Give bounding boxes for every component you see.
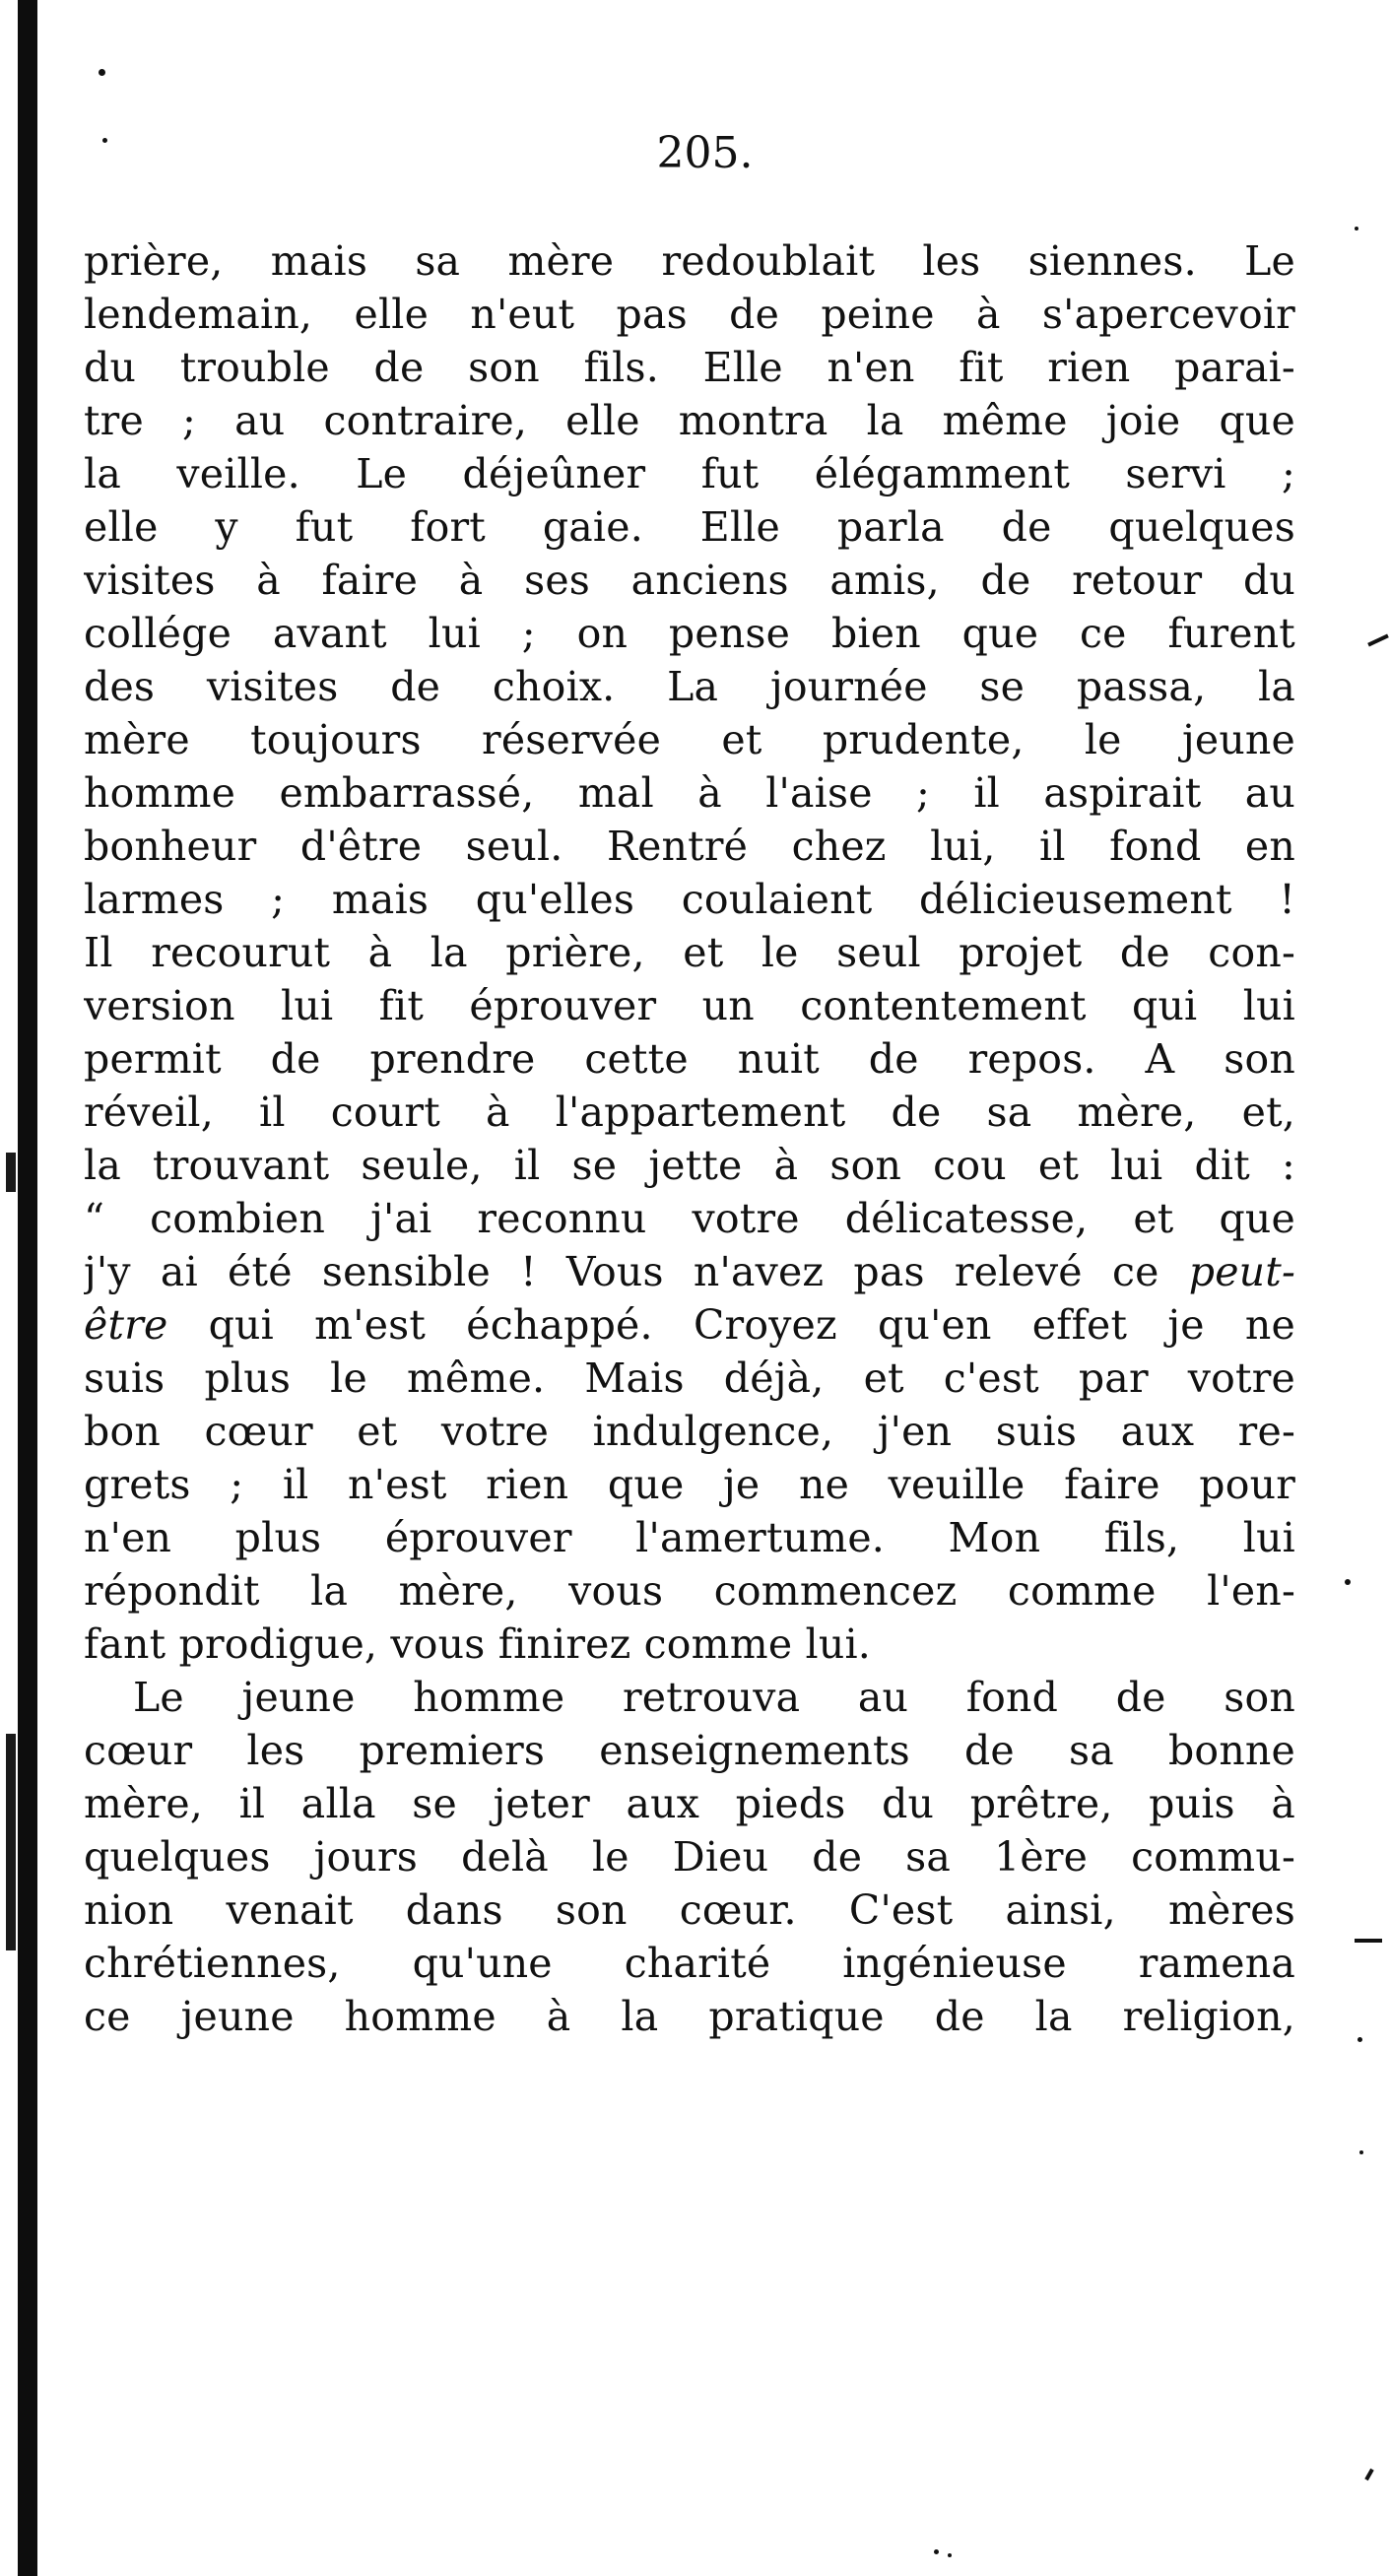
line-text: Le jeune homme retrouva au fond de son [133,1674,1295,1721]
spine-mark [6,1734,16,1950]
text-line [84,1990,1295,2043]
text-line [84,1298,1295,1352]
line-text: ce jeune homme à la pratique de la religion, [84,1993,1295,2040]
text-line [84,500,1295,554]
line-text: mère, il alla se jeter aux pieds du prêtre, puis à [84,1780,1295,1827]
page-speck [1364,2469,1373,2480]
line-text: prière, mais sa mère redoublait les siennes. Le [84,237,1295,285]
line-text: permit de prendre cette nuit de repos. A son [84,1035,1295,1083]
line-text: bonheur d'être seul. Rentré chez lui, il fond en [84,823,1295,870]
text-line [84,873,1295,926]
line-text: suis plus le même. Mais déjà, et c'est par votre [84,1354,1295,1402]
line-text: n'en plus éprouver l'amertume. Mon fils, lui [84,1514,1295,1561]
text-line [84,447,1295,500]
line-text: visites à faire à ses anciens amis, de retour du [84,557,1295,604]
line-text: répondit la mère, vous commencez comme l'en- [84,1567,1295,1615]
text-line [84,394,1295,447]
page-speck [99,69,105,76]
text-line [84,288,1295,341]
line-text: chrétiennes, qu'une charité ingénieuse ramena [84,1940,1295,1987]
italic-word: être [84,1301,168,1349]
line-text: “ combien j'ai reconnu votre délicatesse, et que [84,1195,1295,1242]
text-line [84,1883,1295,1937]
line-text: qui m'est échappé. Croyez qu'en effet je ne [167,1301,1295,1349]
text-line [84,1671,1295,1724]
line-text: mère toujours réservée et prudente, le jeune [84,716,1295,763]
text-line [84,1564,1295,1618]
line-text: la veille. Le déjeûner fut élégamment servi ; [84,450,1295,497]
page-speck [1357,2037,1362,2042]
line-text: fant prodigue, vous finirez comme lui. [84,1620,871,1668]
text-line [84,1618,1295,1671]
text-line [84,1511,1295,1564]
text-line [84,341,1295,394]
text-line [84,1937,1295,1990]
line-text: homme embarrassé, mal à l'aise ; il aspirait au [84,769,1295,817]
line-text: tre ; au contraire, elle montra la même joie que [84,397,1295,444]
line-text: réveil, il court à l'appartement de sa mère, et, [84,1089,1295,1136]
line-text: grets ; il n'est rien que je ne veuille faire pour [84,1461,1295,1508]
text-line [84,766,1295,820]
text-line [84,660,1295,713]
line-text: des visites de choix. La journée se passa, la [84,663,1295,710]
page-speck [934,2549,939,2554]
line-text: elle y fut fort gaie. Elle parla de quelques [84,503,1295,551]
line-text: cœur les premiers enseignements de sa bonne [84,1727,1295,1774]
italic-word: peut- [1188,1248,1295,1295]
page-speck [948,2553,952,2557]
line-text: nion venait dans son cœur. C'est ainsi, mères [84,1886,1295,1934]
line-text: bon cœur et votre indulgence, j'en suis aux re- [84,1408,1295,1455]
text-line [84,607,1295,660]
text-line [84,1352,1295,1405]
page-speck [1367,634,1389,647]
text-line [84,1724,1295,1777]
book-spine-shadow [18,0,37,2576]
line-text: version lui fit éprouver un contentement qui lui [84,982,1295,1029]
line-text: collége avant lui ; on pense bien que ce furent [84,610,1295,657]
text-line [84,926,1295,979]
text-line [84,1458,1295,1511]
line-text: la trouvant seule, il se jette à son cou et lui dit : [84,1142,1295,1189]
text-line [84,1830,1295,1883]
text-line [84,1086,1295,1139]
line-text: quelques jours delà le Dieu de sa 1ère commu- [84,1833,1295,1881]
text-line [84,820,1295,873]
page-speck [1355,1939,1382,1943]
page-speck [1359,2150,1363,2154]
line-text: j'y ai été sensible ! Vous n'avez pas relevé ce [84,1248,1189,1295]
line-text: larmes ; mais qu'elles coulaient délicieusement ! [84,876,1295,923]
text-line [84,1032,1295,1086]
text-line [84,1245,1295,1298]
page-speck [1345,1579,1351,1585]
page-speck [1355,227,1358,231]
text-line [84,1405,1295,1458]
line-text: du trouble de son fils. Elle n'en fit rien parai- [84,344,1295,391]
text-line [84,1192,1295,1245]
text-line [84,1777,1295,1830]
text-line [84,1139,1295,1192]
text-line [84,713,1295,766]
line-text: lendemain, elle n'eut pas de peine à s'apercevoir [84,291,1295,338]
page-number: 205. [656,128,754,178]
line-text: Il recourut à la prière, et le seul projet de con- [84,929,1295,976]
spine-mark [6,1153,16,1192]
body-text [84,234,1295,2043]
text-line [84,554,1295,607]
text-line [84,234,1295,288]
text-line [84,979,1295,1032]
